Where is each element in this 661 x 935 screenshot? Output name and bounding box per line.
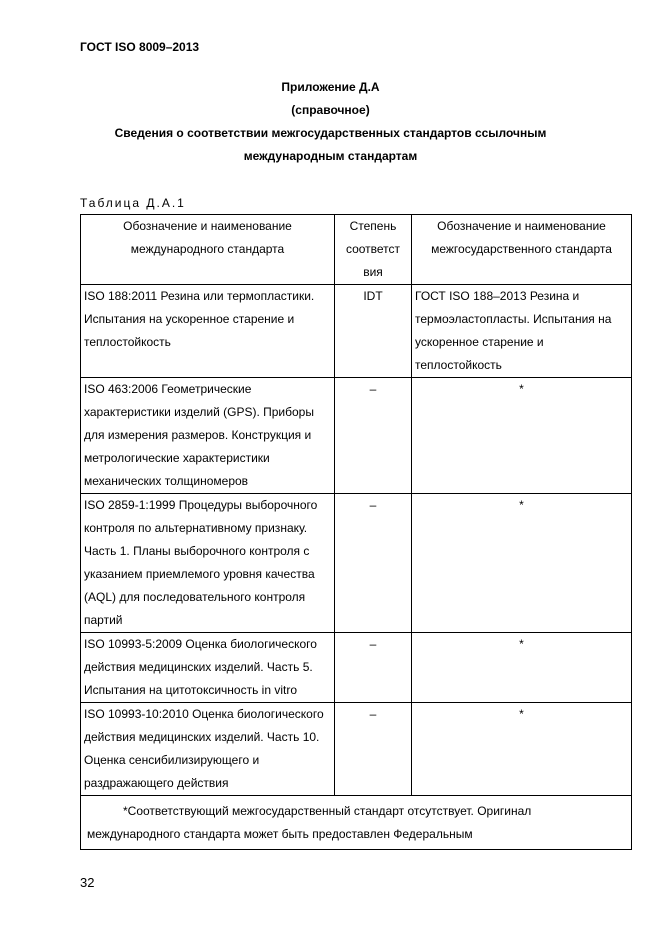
cell-degree: –	[335, 633, 412, 703]
cell-international: ISO 188:2011 Резина или термопластики. Испытания на ускоренное старение и теплостойкость	[81, 285, 335, 378]
table-header-row	[81, 215, 632, 285]
cell-interstate: *	[412, 633, 632, 703]
cell-interstate: *	[412, 494, 632, 633]
column-header-degree: Степень соответст вия	[335, 215, 412, 285]
cell-interstate: ГОСТ ISO 188–2013 Резина и термоэластопласты. Испытания на ускоренное старение и теплостойкость	[412, 285, 632, 378]
appendix-subtitle: (справочное)	[291, 103, 370, 117]
correspondence-table	[80, 214, 632, 850]
cell-international: ISO 463:2006 Геометрические характеристики изделий (GPS). Приборы для измерения размеров. Конструкция и метрологические характеристики механических толщиномеров	[81, 378, 335, 494]
table-row	[81, 378, 632, 494]
cell-degree: IDT	[335, 285, 412, 378]
page-number: 32	[80, 875, 95, 890]
cell-degree: –	[335, 378, 412, 494]
document-code: ГОСТ ISO 8009–2013	[80, 40, 200, 54]
table-footnote	[81, 796, 632, 850]
cell-international: ISO 10993-10:2010 Оценка биологического действия медицинских изделий. Часть 10. Оценка сенсибилизирующего и раздражающего действия	[81, 703, 335, 796]
table-row	[81, 285, 632, 378]
appendix-heading-line1: Сведения о соответствии межгосударственных стандартов ссылочным	[114, 126, 547, 140]
table-row	[81, 494, 632, 633]
cell-degree: –	[335, 703, 412, 796]
cell-international: ISO 2859-1:1999 Процедуры выборочного контроля по альтернативному признаку. Часть 1. Планы выборочного контроля с указанием приемлемого уровня качества (AQL) для последовательного контроля партий	[81, 494, 335, 633]
cell-interstate: *	[412, 378, 632, 494]
table-footnote-row	[81, 796, 632, 850]
footnote-text: *Соответствующий межгосударственный стандарт отсутствует. Оригинал международного стандарта может быть предоставлен Федеральным	[87, 804, 532, 841]
table-caption: Таблица Д.А.1	[80, 196, 186, 210]
cell-international: ISO 10993-5:2009 Оценка биологического действия медицинских изделий. Часть 5. Испытания на цитотоксичность in vitro	[81, 633, 335, 703]
cell-interstate: *	[412, 703, 632, 796]
table-row	[81, 633, 632, 703]
column-header-international: Обозначение и наименование международного стандарта	[81, 215, 335, 285]
table-row	[81, 703, 632, 796]
appendix-heading-line2: международным стандартам	[243, 149, 418, 163]
appendix-title: Приложение Д.А	[281, 80, 380, 94]
column-header-interstate: Обозначение и наименование межгосударственного стандарта	[412, 215, 632, 285]
cell-degree: –	[335, 494, 412, 633]
